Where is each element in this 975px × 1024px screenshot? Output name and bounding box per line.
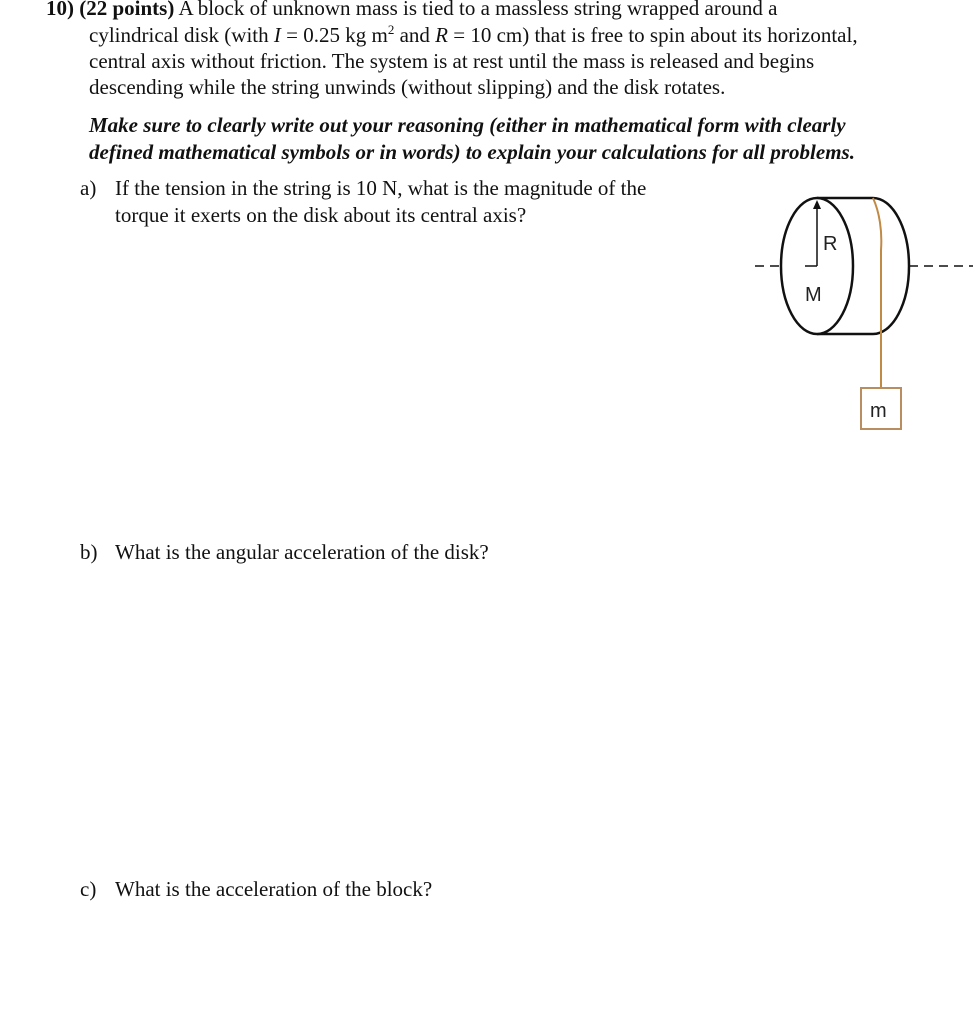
part-b-label: b) — [80, 540, 98, 564]
problem-line-2-and: and — [394, 23, 436, 47]
part-c-label: c) — [80, 877, 97, 901]
units-exponent: 2 — [387, 22, 395, 37]
part-a-line-1: If the tension in the string is 10 N, what is the magnitude of the — [115, 176, 647, 200]
moment-of-inertia-symbol: I — [273, 23, 281, 47]
problem-line-2-post: = 10 cm) that is free to spin about its horizontal, — [447, 23, 858, 47]
disk-mass-label: M — [805, 284, 822, 306]
part-a-label: a) — [80, 176, 97, 200]
part-a-line-2: torque it exerts on the disk about its central axis? — [115, 203, 527, 227]
problem-line-1-text: A block of unknown mass is tied to a massless string wrapped around a — [174, 0, 778, 20]
problem-line-4: descending while the string unwinds (without slipping) and the disk rotates. — [89, 75, 726, 99]
problem-points: (22 points) — [79, 0, 175, 20]
radius-label: R — [823, 233, 838, 255]
part-c-question: What is the acceleration of the block? — [115, 877, 433, 901]
problem-line-2-pre: cylindrical disk (with — [89, 23, 274, 47]
instructions-line-1: Make sure to clearly write out your reasoning (either in mathematical form with clearly — [89, 113, 846, 137]
part-b-question: What is the angular acceleration of the disk? — [115, 540, 489, 564]
moment-of-inertia-value: = 0.25 kg m — [280, 23, 388, 47]
radius-symbol: R — [435, 23, 448, 47]
problem-line-1 — [46, 0, 777, 21]
problem-line-3: central axis without friction. The system is at rest until the mass is released and begins — [89, 49, 815, 73]
instructions-line-2: defined mathematical symbols or in words) to explain your calculations for all problems. — [89, 140, 855, 164]
disk-pulley-diagram — [745, 190, 975, 435]
problem-number: 10) — [46, 0, 74, 20]
block-mass-label: m — [870, 400, 887, 422]
problem-line-2 — [89, 22, 858, 48]
